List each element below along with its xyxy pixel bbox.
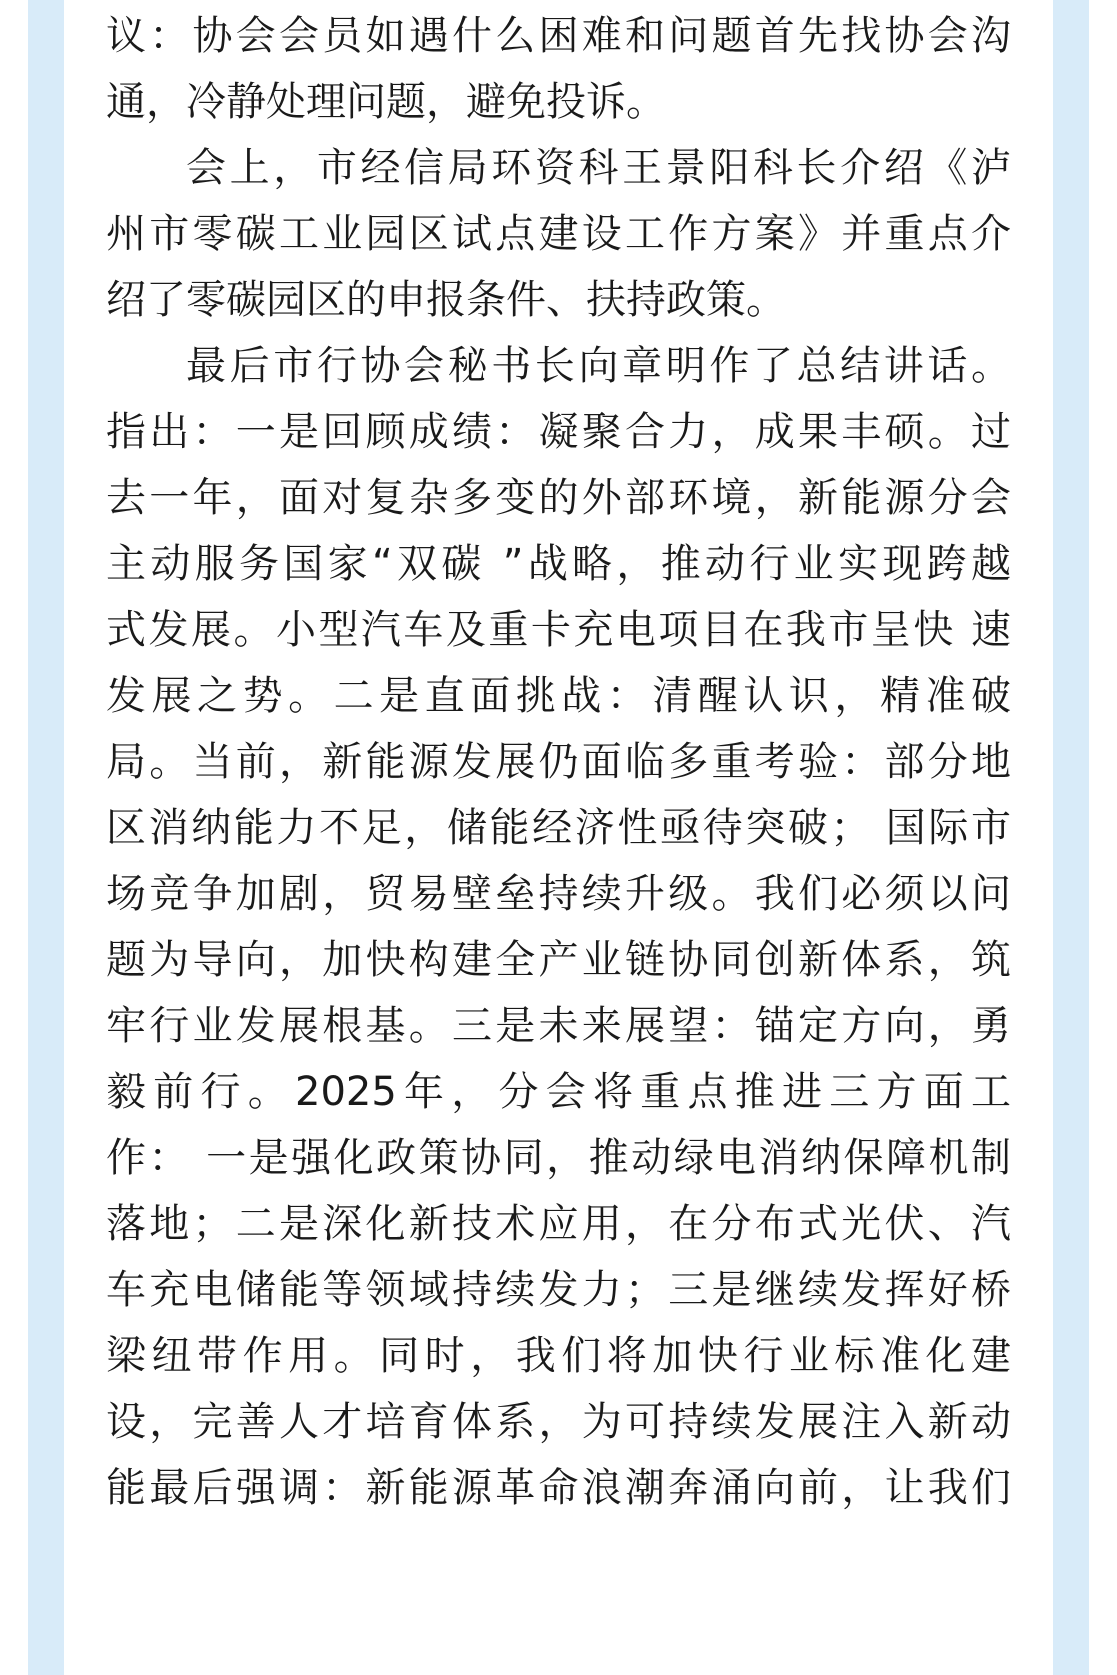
paragraph-first-line: 最后市行协会秘书长向章明作了总结讲话。: [186, 343, 1011, 389]
text-line: 梁纽带作用。同时，我们将加快行业标准化建: [106, 1333, 1011, 1379]
text-line: 通，冷静处理问题，避免投诉。: [106, 79, 666, 125]
right-decorative-band: [1053, 0, 1089, 1675]
text-line: 议：协会会员如遇什么困难和问题首先找协会沟: [106, 13, 1011, 59]
text-line: 落地；二是深化新技术应用，在分布式光伏、汽: [106, 1201, 1011, 1247]
text-line: 绍了零碳园区的申报条件、扶持政策。: [106, 277, 786, 323]
text-line: 作： 一是强化政策协同，推动绿电消纳保障机制: [106, 1135, 1011, 1181]
left-decorative-band: [28, 0, 64, 1675]
text-line: 式发展。小型汽车及重卡充电项目在我市呈快 速: [106, 607, 1011, 653]
text-line: 场竞争加剧，贸易壁垒持续升级。我们必须以问: [106, 871, 1011, 917]
text-line: 毅前行。2025年，分会将重点推进三方面工: [106, 1069, 1011, 1115]
text-line: 发展之势。二是直面挑战：清醒认识，精准破: [106, 673, 1011, 719]
text-line: 局。当前，新能源发展仍面临多重考验：部分地: [106, 739, 1011, 785]
text-line: 指出：一是回顾成绩：凝聚合力，成果丰硕。过: [106, 409, 1011, 455]
text-line: 题为导向，加快构建全产业链协同创新体系，筑: [106, 937, 1011, 983]
paragraph-first-line: 会上，市经信局环资科王景阳科长介绍《泸: [186, 145, 1011, 191]
text-line: 牢行业发展根基。三是未来展望：锚定方向，勇: [106, 1003, 1011, 1049]
text-line: 区消纳能力不足，储能经济性亟待突破； 国际市: [106, 805, 1011, 851]
text-line: 能最后强调：新能源革命浪潮奔涌向前，让我们: [106, 1465, 1011, 1511]
text-line: 去一年，面对复杂多变的外部环境，新能源分会: [106, 475, 1011, 521]
text-line: 主动服务国家“双碳 ”战略，推动行业实现跨越: [106, 541, 1011, 587]
text-line: 车充电储能等领域持续发力；三是继续发挥好桥: [106, 1267, 1011, 1313]
text-line: 州市零碳工业园区试点建设工作方案》并重点介: [106, 211, 1011, 257]
text-line: 设，完善人才培育体系，为可持续发展注入新动: [106, 1399, 1011, 1445]
